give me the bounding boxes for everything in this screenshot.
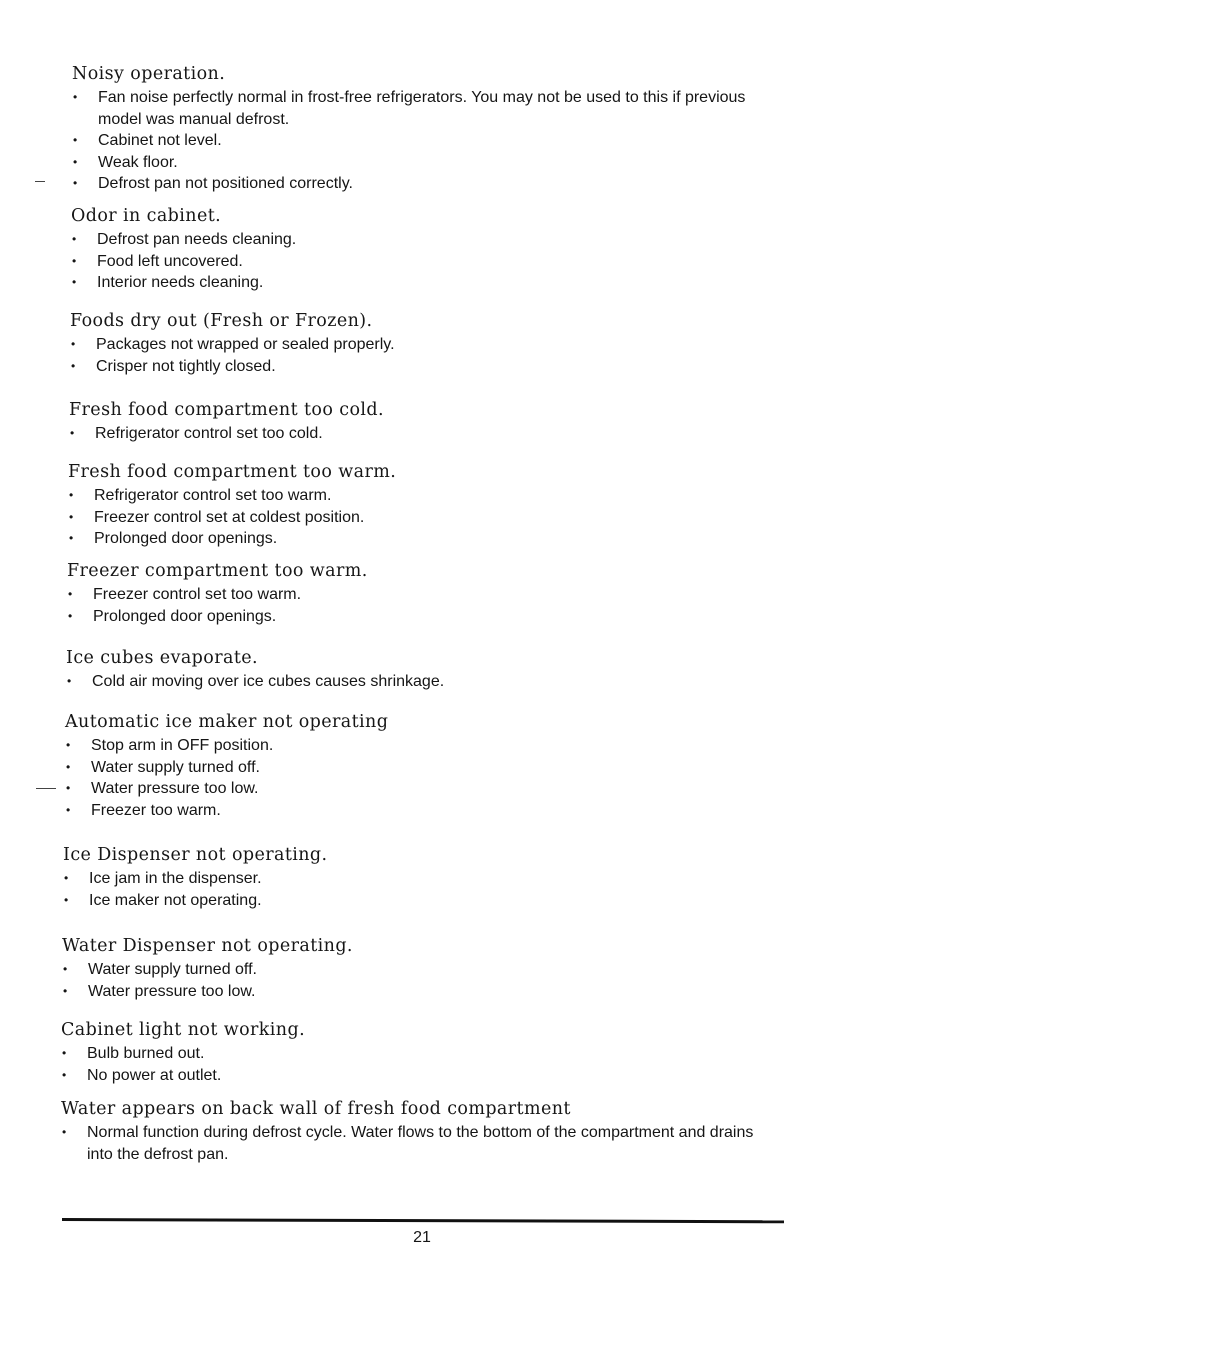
bullet: • — [66, 781, 71, 796]
bullet: • — [62, 1125, 67, 1139]
section-heading: Fresh food compartment too cold. — [69, 400, 384, 420]
list-item: • Stop arm in OFF position. — [65, 735, 785, 757]
list-item: • Prolonged door openings. — [67, 606, 787, 628]
bullet: • — [66, 759, 71, 774]
bullet-list — [71, 229, 791, 294]
bullet: • — [69, 509, 74, 524]
bullet-list — [61, 1043, 781, 1086]
bullet-list — [63, 868, 783, 911]
bullet: • — [73, 90, 78, 104]
bullet: • — [73, 176, 78, 191]
list-item: • Packages not wrapped or sealed properly. — [70, 334, 790, 356]
bullet: • — [62, 1067, 67, 1082]
section-foods-dry-out — [70, 310, 790, 377]
list-item: • Defrost pan needs cleaning. — [71, 229, 791, 251]
bullet: • — [73, 133, 78, 148]
bullet-list — [62, 959, 782, 1002]
section-freezer-too-warm — [67, 560, 787, 627]
list-item: • Water supply turned off. — [65, 757, 785, 779]
bullet: • — [71, 337, 76, 351]
bullet: • — [68, 587, 73, 601]
margin-mark — [36, 788, 56, 789]
list-item: • Water pressure too low. — [62, 981, 782, 1003]
section-ice-dispenser-not-operating — [63, 844, 783, 911]
list-item: • Normal function during defrost cycle. Water flows to the bottom of the compartment and drains into the defrost pan. — [62, 1124, 754, 1163]
list-item: • Refrigerator control set too cold. — [69, 423, 789, 445]
list-item: • Ice maker not operating. — [63, 890, 783, 912]
bullet: • — [64, 892, 69, 907]
section-noisy-operation — [72, 63, 792, 195]
bullet-list — [66, 671, 786, 693]
list-item: • No power at outlet. — [61, 1065, 781, 1087]
list-item: • Interior needs cleaning. — [71, 272, 791, 294]
section-heading: Odor in cabinet. — [71, 206, 222, 226]
section-heading: Cabinet light not working. — [61, 1020, 306, 1040]
margin-mark — [35, 181, 45, 182]
list-item: • Bulb burned out. — [61, 1043, 781, 1065]
bullet-list — [61, 1122, 791, 1165]
list-item: • Cold air moving over ice cubes causes shrinkage. — [66, 671, 786, 693]
list-item: • Prolonged door openings. — [68, 528, 788, 550]
list-item: • Freezer too warm. — [65, 800, 785, 822]
bullet: • — [63, 983, 68, 998]
bullet: • — [70, 426, 75, 440]
section-odor-in-cabinet — [71, 205, 791, 294]
list-item: • Defrost pan not positioned correctly. — [72, 173, 792, 195]
bullet-list — [68, 485, 788, 550]
list-item: • Water pressure too low. — [65, 778, 785, 800]
bullet: • — [67, 674, 72, 688]
section-heading: Ice Dispenser not operating. — [63, 845, 328, 865]
bullet: • — [73, 154, 78, 169]
bullet: • — [63, 962, 68, 976]
section-ice-cubes-evaporate — [66, 647, 786, 693]
list-item: • Freezer control set too warm. — [67, 584, 787, 606]
section-fresh-too-warm — [68, 461, 788, 550]
bullet: • — [64, 871, 69, 885]
section-heading: Automatic ice maker not operating — [65, 712, 389, 732]
list-item: • Food left uncovered. — [71, 251, 791, 273]
section-heading: Noisy operation. — [72, 64, 226, 84]
section-heading: Fresh food compartment too warm. — [68, 462, 397, 482]
section-cabinet-light-not-working — [61, 1019, 781, 1086]
footer-rule — [62, 1218, 784, 1223]
section-heading: Freezer compartment too warm. — [67, 561, 368, 581]
bullet: • — [72, 232, 77, 246]
bullet: • — [62, 1046, 67, 1060]
bullet: • — [72, 253, 77, 268]
section-fresh-too-cold — [69, 399, 789, 445]
bullet-list — [70, 334, 790, 377]
section-water-on-back-wall — [61, 1098, 791, 1165]
list-item: • Refrigerator control set too warm. — [68, 485, 788, 507]
bullet: • — [68, 608, 73, 623]
bullet-list — [69, 423, 789, 445]
bullet: • — [69, 531, 74, 546]
section-ice-maker-not-operating — [65, 711, 785, 821]
bullet: • — [71, 358, 76, 373]
bullet: • — [72, 275, 77, 290]
section-water-dispenser-not-operating — [62, 935, 782, 1002]
section-heading: Water appears on back wall of fresh food compartment — [61, 1099, 571, 1119]
bullet: • — [66, 802, 71, 817]
list-item: • Freezer control set at coldest position. — [68, 507, 788, 529]
bullet: • — [66, 738, 71, 752]
page-number: 21 — [413, 1229, 431, 1246]
section-heading: Ice cubes evaporate. — [66, 648, 258, 668]
bullet-list — [67, 584, 787, 627]
list-item: • Cabinet not level. — [72, 130, 792, 152]
list-item: • Water supply turned off. — [62, 959, 782, 981]
bullet-list — [72, 87, 792, 195]
list-item: • Weak floor. — [72, 152, 792, 174]
bullet: • — [69, 488, 74, 502]
list-item: • Ice jam in the dispenser. — [63, 868, 783, 890]
list-item: • Crisper not tightly closed. — [70, 356, 790, 378]
section-heading: Foods dry out (Fresh or Frozen). — [70, 311, 373, 331]
list-item: • Fan noise perfectly normal in frost-free refrigerators. You may not be used to this if previous model was manual defrost. — [73, 89, 746, 128]
section-heading: Water Dispenser not operating. — [62, 936, 353, 956]
bullet-list — [65, 735, 785, 821]
